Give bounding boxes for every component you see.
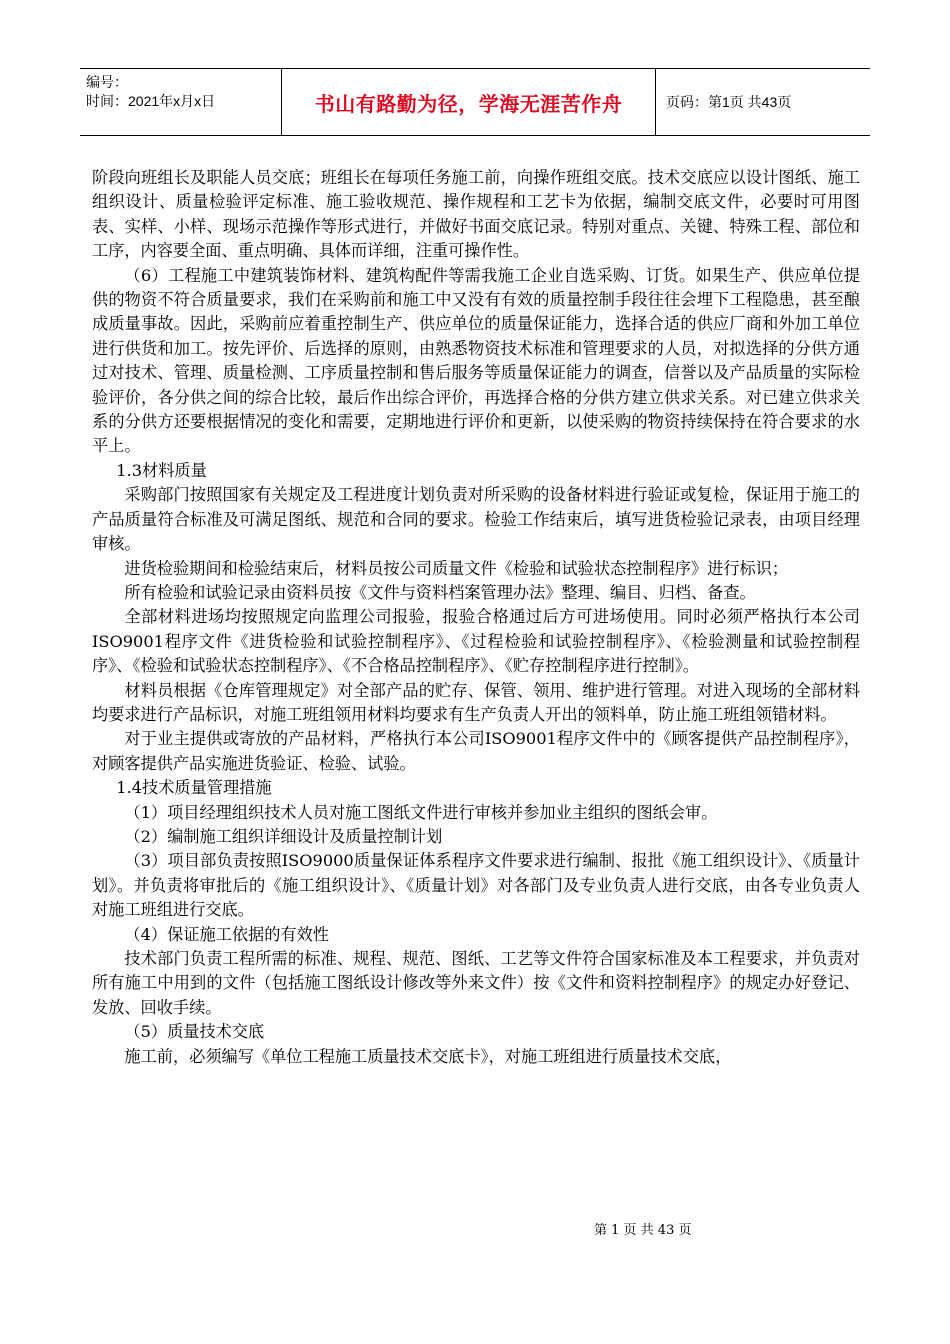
paragraph: （6）工程施工中建筑装饰材料、建筑构配件等需我施工企业自选采购、订货。如果生产、供应单位提供的物资不符合质量要求，我们在采购前和施工中又没有有效的质量控制手段往往会埋下工程隐患，甚至酿成质量事故。因此，采购前应着重控制生产、供应单位的质量保证能力，选择合适的供应厂商和外加工单位进行供货和加工。按先评价、后选择的原则，由熟悉物资技术标准和管理要求的人员，对拟选择的分供方通过对技术、管理、质量检测、工序质量控制和售后服务等质量保证能力的调查，信誉以及产品质量的实际检验评价，各分供之间的综合比较，最后作出综合评价，再选择合格的分供方建立供求关系。对已建立供求关系的分供方还要根据情况的变化和需要，定期地进行评价和更新，以使采购的物资持续保持在符合要求的水平上。 bbox=[92, 265, 860, 456]
header-meta bbox=[80, 69, 282, 135]
paragraph: 阶段向班组长及职能人员交底；班组长在每项任务施工前，向操作班组交底。技术交底应以设计图纸、施工组织设计、质量检验评定标准、施工验收规范、操作规程和工艺卡为依据，编制交底文件，必要时可用图表、实样、小样、现场示范操作等形式进行，并做好书面交底记录。特别对重点、关键、特殊工程、部位和工序，内容要全面、重点明确、具体而详细，注重可操作性。 bbox=[92, 168, 860, 261]
page-header bbox=[80, 68, 870, 136]
paragraph: 技术部门负责工程所需的标准、规程、规范、图纸、工艺等文件符合国家标准及本工程要求，并负责对所有施工中用到的文件（包括施工图纸设计修改等外来文件）按《文件和资料控制程序》的规定办好登记、发放、回收手续。 bbox=[92, 949, 860, 1017]
document-body bbox=[92, 166, 860, 1069]
page-footer: 第 1 页 共 43 页 bbox=[594, 1223, 692, 1238]
document-code-label: 编号： bbox=[86, 74, 128, 90]
list-item: （1）项目经理组织技术人员对施工图纸文件进行审核并参加业主组织的图纸会审。 bbox=[124, 802, 718, 822]
list-item: （2）编制施工组织详细设计及质量控制计划 bbox=[124, 826, 443, 846]
list-item: （5）质量技术交底 bbox=[124, 1022, 265, 1042]
paragraph: 对于业主提供或寄放的产品材料，严格执行本公司ISO9001程序文件中的《顾客提供产品控制程序》，对顾客提供产品实施进货验证、检验、试验。 bbox=[92, 729, 860, 773]
paragraph: 施工前，必须编写《单位工程施工质量技术交底卡》，对施工班组进行质量技术交底， bbox=[124, 1046, 732, 1066]
header-motto: 书山有路勤为径，学海无涯苦作舟 bbox=[282, 69, 656, 135]
list-item: （3）项目部负责按照ISO9000质量保证体系程序文件要求进行编制、报批《施工组织设计》、《质量计划》。并负责将审批后的《施工组织设计》、《质量计划》对各部门及专业负责人进行交底，由各专业负责人对施工班组进行交底。 bbox=[92, 851, 860, 920]
header-page-info: 页码：第1页 共43页 bbox=[666, 94, 792, 110]
document-date: 时间：2021年x月x日 bbox=[86, 93, 216, 109]
section-heading: 1.4技术质量管理措施 bbox=[116, 778, 272, 798]
paragraph: 采购部门按照国家有关规定及工程进度计划负责对所采购的设备材料进行验证或复检，保证用于施工的产品质量符合标准及可满足图纸、规范和合同的要求。检验工作结束后，填写进货检验记录表，由项目经理审核。 bbox=[92, 485, 860, 554]
paragraph: 全部材料进场均按照规定向监理公司报验，报验合格通过后方可进场使用。同时必须严格执行本公司ISO9001程序文件《进货检验和试验控制程序》、《过程检验和试验控制程序》、《检验测量和试验控制程序》、《检验和试验状态控制程序》、《不合格品控制程序》、《贮存控制程序进行控制》。 bbox=[92, 607, 860, 676]
section-heading: 1.3材料质量 bbox=[116, 460, 207, 480]
paragraph: 进货检验期间和检验结束后，材料员按公司质量文件《检验和试验状态控制程序》进行标识； bbox=[124, 558, 789, 578]
paragraph: 材料员根据《仓库管理规定》对全部产品的贮存、保管、领用、维护进行管理。对进入现场的全部材料均要求进行产品标识，对施工班组领用材料均要求有生产负责人开出的领料单，防止施工班组领错材料。 bbox=[92, 680, 860, 724]
paragraph: 所有检验和试验记录由资料员按《文件与资料档案管理办法》整理、编目、归档、备查。 bbox=[124, 582, 756, 602]
list-item: （4）保证施工依据的有效性 bbox=[124, 924, 329, 944]
